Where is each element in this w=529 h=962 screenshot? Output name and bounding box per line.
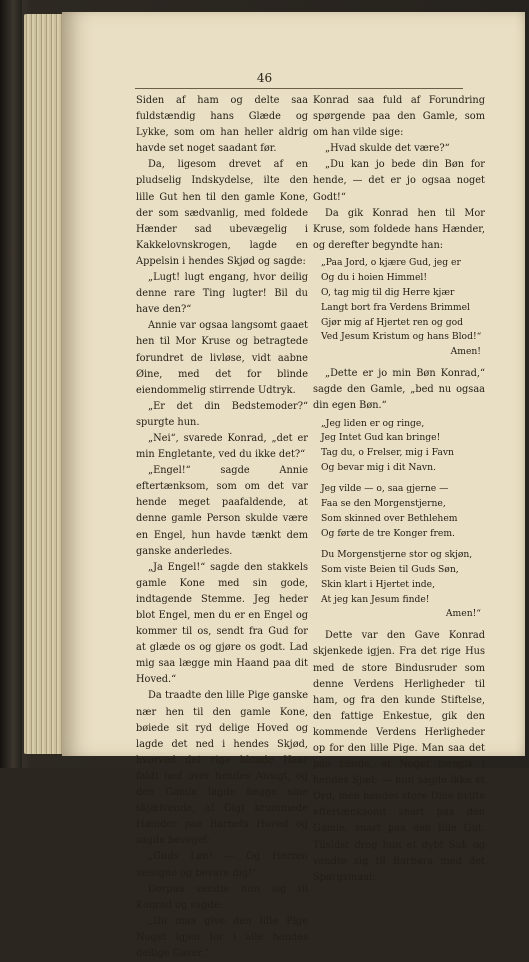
paragraph: „Ja Engel!“ sagde den stakkels gamle Kone med sin gode, indtagende Stemme. Jeg heder blot Engel, men du er en Engel og kommer til os, sendt fra Gud for at glæde os og gjøre os godt. Lad mig saa lægge min Haand paa dit Hoved.“ [136, 561, 308, 686]
paragraph: „Lugt! lugt engang, hvor deilig denne rare Ting lugter! Bil du have den?“ [136, 272, 308, 316]
verse-amen: Amen!“ [445, 608, 481, 620]
paragraph: Annie var ogsaa langsomt gaaet hen til Mor Kruse og betragtede forundret de livløse, vidt aabne Øine, med det for blinde eiendommelig stirrende Udtryk. [136, 320, 308, 396]
paragraph: Da, ligesom drevet af en pludselig Indskydelse, ilte den lille Gut hen til den gamle Kone, der som sædvanlig, med foldede Hænder sad ubevægelig i Kakkelovnskrogen, lagde en Appelsin i hendes Skjød og sagde: [136, 159, 308, 267]
header-rule [135, 88, 463, 89]
verse-stanza [321, 548, 485, 623]
paragraph: Konrad saa fuld af Forundring spørgende paa den Gamle, som om han vilde sige: [313, 95, 485, 139]
paragraph: „Nei“, svarede Konrad, „det er min Engletante, ved du ikke det?“ [136, 432, 308, 461]
verse-line: „Jeg liden er og ringe, [321, 417, 425, 429]
paragraph: „Dette er jo min Bøn Konrad,“ sagde den Gamle, „bed nu ogsaa din egen Bøn.“ [313, 368, 485, 412]
verse-line: Skin klart i Hjertet inde, [321, 578, 436, 590]
paragraph: „Du kan jo bede din Bøn for hende, — det er jo ogsaa noget Godt!“ [313, 159, 485, 203]
verse-amen: Amen! [450, 346, 481, 358]
paragraph: „Guds Løn! — Og Herren velsigne og bevare dig!“ [136, 851, 308, 879]
verse-stanza [321, 417, 485, 477]
verse-line: O, tag mig til dig Herre kjær [321, 286, 455, 298]
verse-line: Ved Jesum Kristum og hans Blod!“ [321, 331, 482, 343]
verse-line: Du Morgenstjerne stor og skjøn, [321, 548, 473, 560]
paragraph: Derpaa vendte hun sig til Konrad og sagde: [136, 883, 308, 911]
paragraph: „Du maa give den lille Pige Noget igjen for i alle hendes deilige Gaver.“ [136, 915, 308, 959]
book-spine [0, 0, 22, 768]
verse-line: Og du i hoien Himmel! [321, 271, 428, 283]
paragraph: „Er det din Bedstemoder?“ spurgte hun. [136, 400, 308, 428]
verse-line: Jeg Intet Gud kan bringe! [321, 432, 441, 444]
page-edges [24, 14, 64, 754]
paragraph: „Engel!“ sagde Annie eftertænksom, som om det var hende meget paafaldende, at denne gamle Person skulde være en Engel, hun havde tænkt dem ganske anderledes. [136, 465, 308, 557]
verse-line: Gjør mig af Hjertet ren og god [321, 316, 464, 328]
paragraph: „Hvad skulde det være?“ [325, 143, 450, 155]
verse-line: Jeg vilde — o, saa gjerne — [321, 483, 449, 495]
left-column [136, 93, 308, 962]
verse-stanza [321, 482, 485, 542]
paragraph: Dette var den Gave Konrad skjenkede igjen. Fra det rige Hus med de store Bindusruder som denne Verdens Herligheder til ham, og fra den kunde Stiftelse, den fattige Enkestue, gik den kommende Verdens Herligheder op for den lille Pige. Man saa det paa hende, at Noget foregik i hendes Sjæl; — hun sagde ikke et Ord, men hendes store Dine hvilte eftertænksomt snart paa den Gamle, snart paa den lille Gut. Tilsidst drog hun et dybt Suk og vendte sig til Barbara med det Spørgsmaal: [313, 630, 485, 883]
verse-line: Og bevar mig i dit Navn. [321, 462, 436, 474]
verse-line: Tag du, o Frelser, mig i Favn [321, 447, 454, 459]
verse-line: „Paa Jord, o kjære Gud, jeg er [321, 256, 461, 268]
page-number: 46 [256, 71, 273, 85]
verse-line: At jeg kan Jesum finde! [321, 593, 430, 605]
verse-line: Og førte de tre Konger frem. [321, 527, 455, 539]
verse-line: Langt bort fra Verdens Brimmel [321, 301, 470, 313]
verse-line: Som viste Beien til Guds Søn, [321, 563, 459, 575]
verse-line: Faa se den Morgenstjerne, [321, 498, 446, 510]
paragraph: Siden af ham og delte saa fuldstændig hans Glæde og Lykke, som om han heller aldrig havde set noget saadant før. [136, 95, 308, 155]
paragraph: Da gik Konrad hen til Mor Kruse, som foldede hans Hænder, og derefter begyndte han: [313, 207, 485, 251]
paragraph: Da traadte den lille Pige ganske nær hen til den gamle Kone, bøiede sit ryd delige Hoved og lagde det ned i hendes Skjød, hvorved det rige blonde Haar faldt ned over hendes Ansigt, og den Gamle lagde begge sine skjælvende, af Gigt krummede Hænder paa Barnets Hoved og sagde beveget: [136, 690, 308, 847]
verse-stanza [321, 256, 485, 360]
right-column [313, 93, 485, 886]
verse-line: Som skinned over Bethlehem [321, 513, 458, 524]
